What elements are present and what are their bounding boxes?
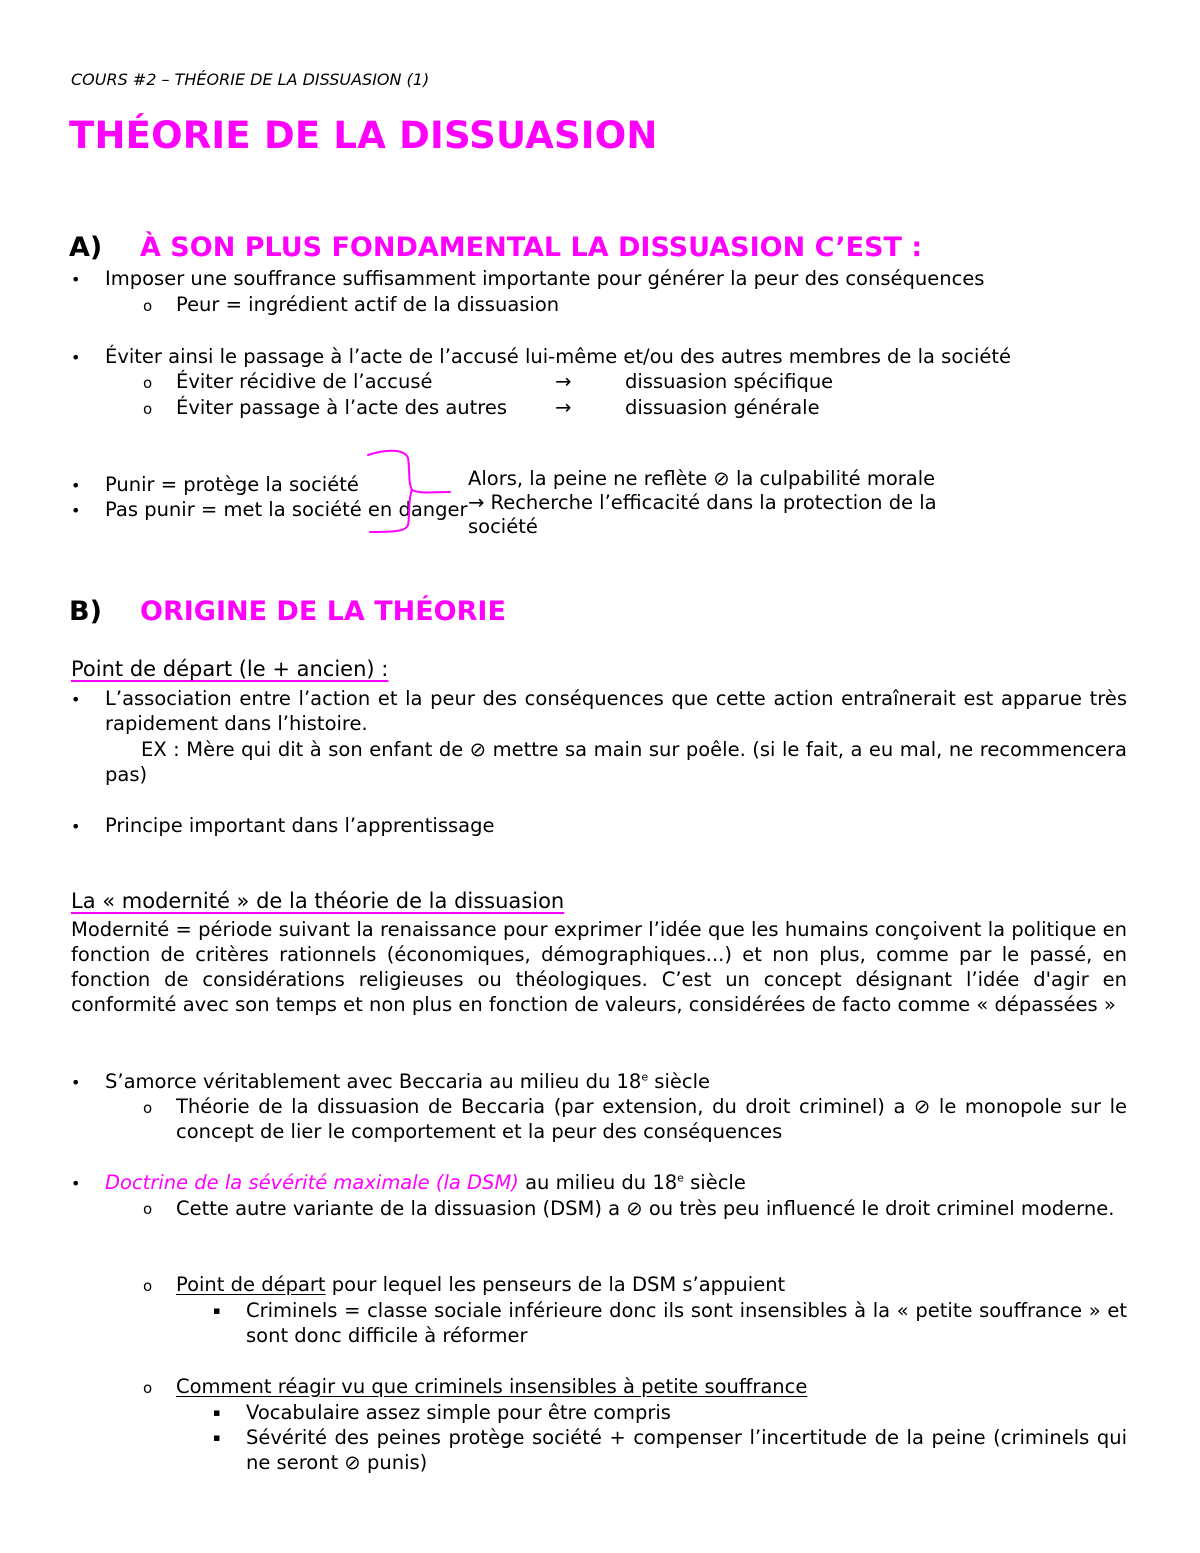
subheading-modernite: La « modernité » de la théorie de la dissuasion [71,889,565,913]
bullet-icon: • [71,1073,81,1092]
circle-bullet-icon: o [143,1099,153,1117]
side-note-line-1: Alors, la peine ne reflète ⊘ la culpabilité morale [468,467,936,490]
bullet-icon: • [71,501,81,520]
section-a-sub-left-2: Éviter passage à l’acte des autres [176,396,508,419]
section-a-bullet-1: Imposer une souffrance suffisamment importante pour générer la peur des conséquences [105,267,985,290]
side-note-line-3-wrap [468,514,668,538]
bullet-icon: • [71,1174,81,1193]
section-a-heading: À SON PLUS FONDAMENTAL LA DISSUASION C’EST : [140,232,923,263]
page-title: THÉORIE DE LA DISSUASION [69,114,658,157]
arrow-right-icon: → [555,370,572,393]
bullet-icon: • [71,348,81,367]
beccaria-sub: Théorie de la dissuasion de Beccaria (par extension, du droit criminel) a ⊘ le monopole sur le concept de lier le comportement et la peur des conséquences [176,1095,1127,1143]
bullet-icon: • [71,817,81,836]
circle-bullet-icon: o [143,1277,153,1295]
dsm-sub-2: Point de départ pour lequel les penseurs de la DSM s’appuient [176,1273,786,1296]
square-bullet-icon: ▪ [213,1431,221,1444]
section-b-bullet-2: Principe important dans l’apprentissage [105,814,495,837]
side-note-line-2: → Recherche l’efficacité dans la protection de la [468,491,937,514]
bullet-icon: • [71,690,81,709]
running-header: COURS #2 – THÉORIE DE LA DISSUASION (1) [71,70,430,89]
section-b-letter: B) [69,596,102,627]
dsm-sub-1: Cette autre variante de la dissuasion (DSM) a ⊘ ou très peu influencé le droit criminel moderne. [176,1197,1115,1220]
section-a-letter: A) [69,232,103,263]
circle-bullet-icon: o [143,1200,153,1218]
section-a-bullet-3: Punir = protège la société [105,473,359,496]
section-a-sub-left-1: Éviter récidive de l’accusé [176,370,433,393]
arrow-right-icon: → [555,396,572,419]
section-a-bullet-4: Pas punir = met la société en danger [105,498,468,521]
circle-bullet-icon: o [143,297,153,315]
side-note-line-3: société [468,515,538,538]
bullet-icon: • [71,270,81,289]
dsm-sub-3: Comment réagir vu que criminels insensibles à petite souffrance [176,1375,808,1398]
bullet-icon: • [71,476,81,495]
section-a-bullet-1-sub: Peur = ingrédient actif de la dissuasion [176,293,560,316]
subheading-point-de-depart: Point de départ (le + ancien) : [71,657,389,681]
section-a-bullet-2: Éviter ainsi le passage à l’acte de l’accusé lui-même et/ou des autres membres de la société [105,345,1012,368]
handwritten-bracket [360,440,460,540]
dsm-sub-3-detail-2: Sévérité des peines protège société + compenser l’incertitude de la peine (criminels qui ne seront ⊘ punis) [246,1426,1127,1474]
dsm-sub-2-detail: Criminels = classe sociale inférieure donc ils sont insensibles à la « petite souffrance » et sont donc difficile à réformer [246,1299,1127,1347]
circle-bullet-icon: o [143,400,153,418]
section-b-heading: ORIGINE DE LA THÉORIE [140,596,506,627]
section-a-sub-right-2: dissuasion générale [625,396,820,419]
section-b-dsm: Doctrine de la sévérité maximale (la DSM) au milieu du 18e siècle [105,1171,746,1194]
square-bullet-icon: ▪ [213,1304,221,1317]
dsm-sub-3-detail-1: Vocabulaire assez simple pour être compris [246,1401,671,1424]
circle-bullet-icon: o [143,374,153,392]
modernite-paragraph: Modernité = période suivant la renaissance pour exprimer l’idée que les humains conçoivent la politique en fonction de critères rationnels (économiques, démographiques...) et non plus, comme par le passé, en fonction de considérations religieuses ou théologiques. C’est un concept désignant l’idée d'agir en conformité avec son temps et non plus en fonction de valeurs, considérées de facto comme « dépassées » [71,918,1127,1016]
circle-bullet-icon: o [143,1379,153,1397]
section-b-bullet-1: L’association entre l’action et la peur des conséquences que cette action entraînerait est apparue très rapidement dans l’histoire. [105,687,1127,735]
section-b-example: EX : Mère qui dit à son enfant de ⊘ mettre sa main sur poêle. (si le fait, a eu mal, ne recommencera pas) [105,738,1127,786]
section-b-beccaria: S’amorce véritablement avec Beccaria au milieu du 18e siècle [105,1070,711,1093]
square-bullet-icon: ▪ [213,1406,221,1419]
section-a-sub-right-1: dissuasion spécifique [625,370,834,393]
